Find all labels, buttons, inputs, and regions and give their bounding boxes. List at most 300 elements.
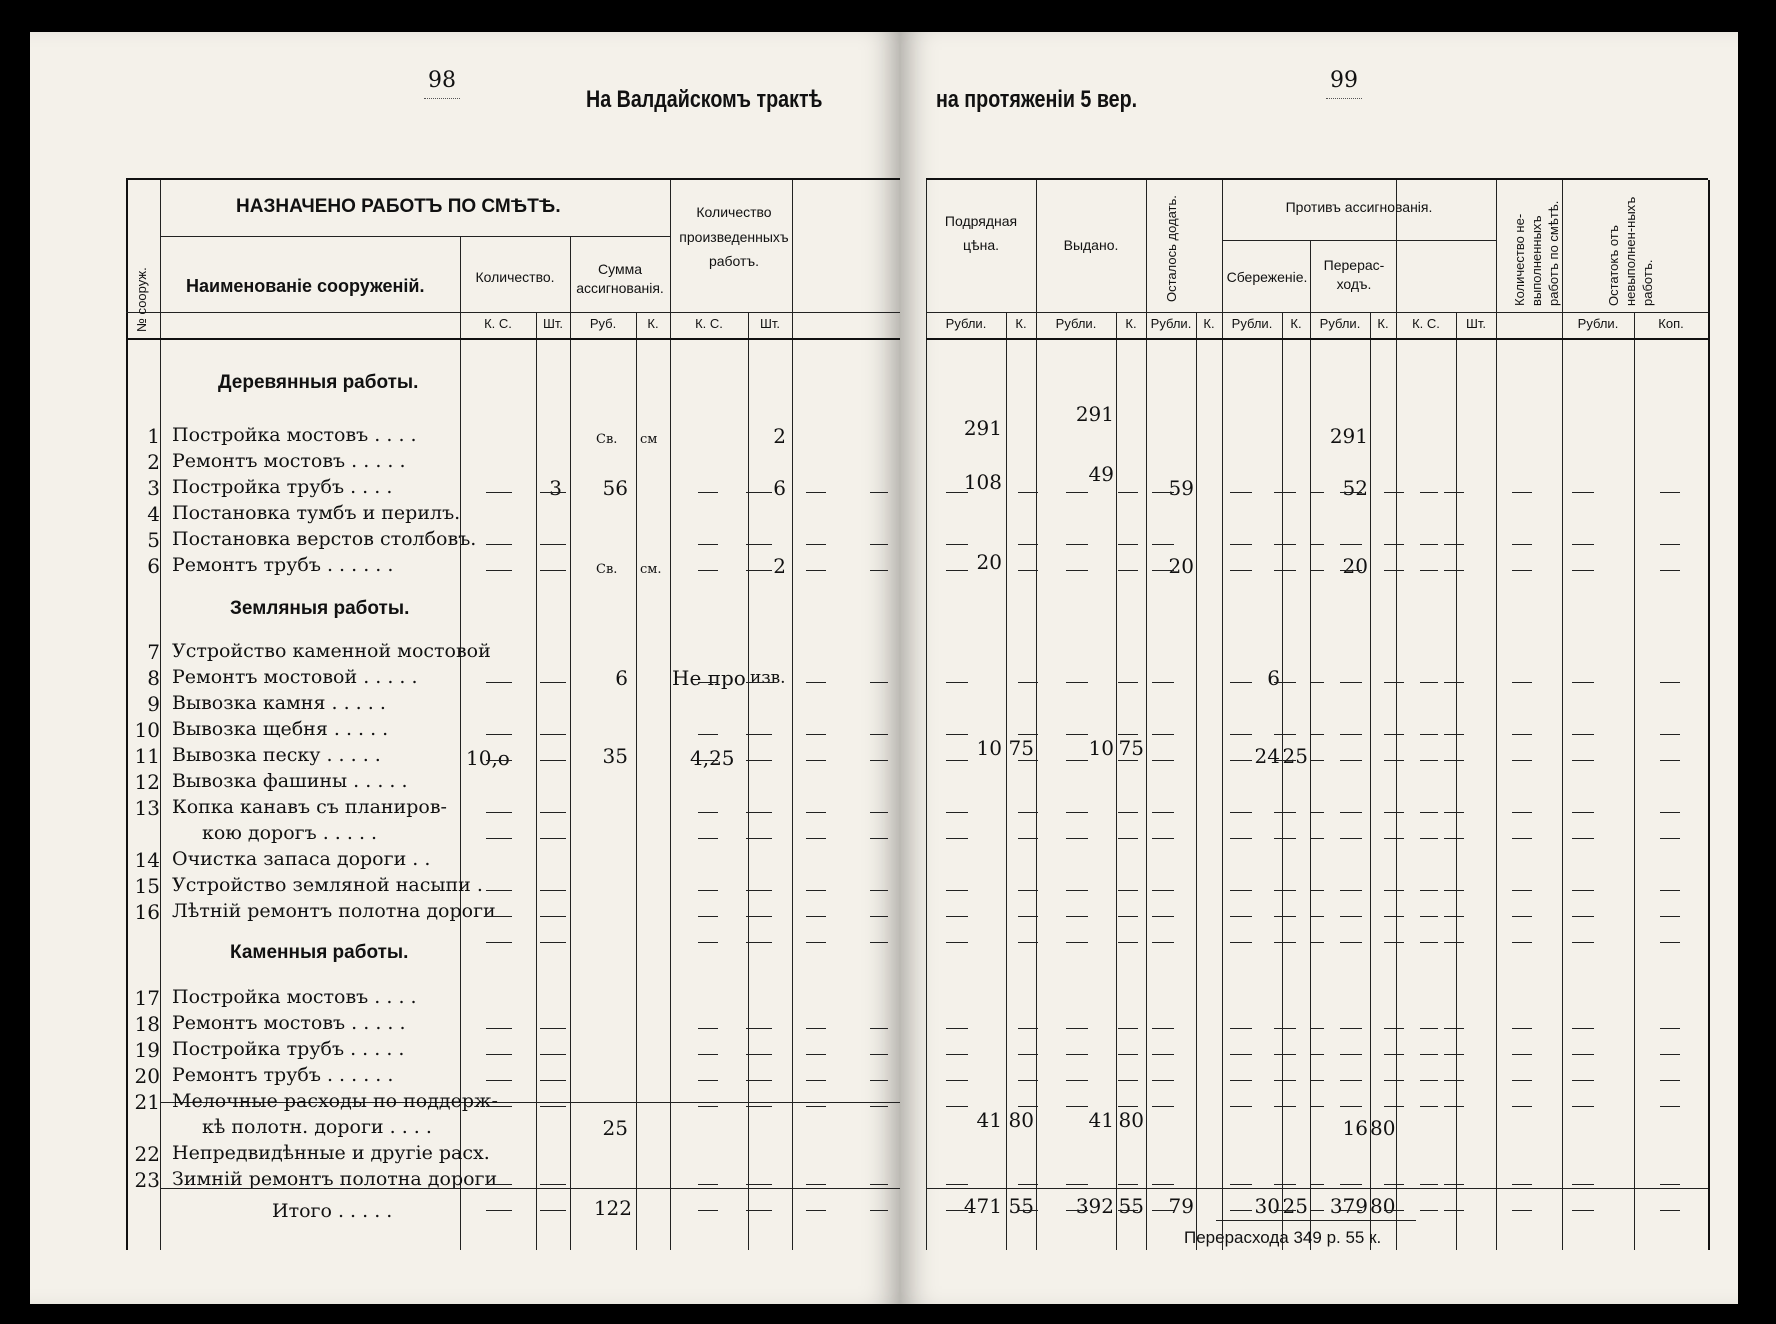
empty-cell-dash (540, 1184, 566, 1185)
empty-cell-dash (1512, 916, 1532, 917)
empty-cell-dash (746, 1210, 772, 1211)
row-name: Ремонтъ трубъ . . . . . . (172, 554, 394, 576)
empty-cell-dash (1230, 492, 1252, 493)
empty-cell-dash (1340, 916, 1362, 917)
empty-cell-dash (1066, 760, 1088, 761)
empty-cell-dash (1118, 1054, 1138, 1055)
cell-value: 25 (1282, 744, 1308, 768)
empty-cell-dash (1384, 760, 1404, 761)
empty-cell-dash (1018, 1106, 1038, 1107)
empty-cell-dash (1066, 1028, 1088, 1029)
row-number: 17 (134, 986, 160, 1010)
row-number: 13 (134, 796, 160, 820)
empty-cell-dash (1444, 1106, 1464, 1107)
empty-cell-dash (1152, 570, 1174, 571)
cell-value: 24 (1254, 744, 1280, 768)
empty-cell-dash (1230, 544, 1252, 545)
cell-value: 2 (773, 554, 786, 578)
empty-cell-dash (806, 544, 826, 545)
empty-cell-dash (1340, 1054, 1362, 1055)
empty-cell-dash (1274, 1210, 1296, 1211)
empty-cell-dash (1660, 1028, 1680, 1029)
page-title-right: на протяженіи 5 вер. (936, 86, 1138, 113)
row-number: 20 (134, 1064, 160, 1088)
row-name: Зимній ремонтъ полотна дороги (172, 1168, 498, 1190)
empty-cell-dash (1018, 1028, 1038, 1029)
empty-cell-dash (1444, 1028, 1464, 1029)
empty-cell-dash (1340, 544, 1362, 545)
empty-cell-dash (1384, 1184, 1404, 1185)
empty-cell-dash (1512, 1184, 1532, 1185)
empty-cell-dash (698, 1028, 718, 1029)
empty-cell-dash (746, 890, 772, 891)
empty-cell-dash (1444, 570, 1464, 571)
empty-cell-dash (1274, 1028, 1296, 1029)
row-number: 1 (147, 424, 160, 448)
empty-cell-dash (1444, 760, 1464, 761)
empty-cell-dash (1444, 492, 1464, 493)
empty-cell-dash (486, 682, 512, 683)
empty-cell-dash (946, 1184, 968, 1185)
empty-cell-dash (806, 682, 826, 683)
row-name: Постройка трубъ . . . . (172, 476, 393, 498)
empty-cell-dash (1018, 1080, 1038, 1081)
empty-cell-dash (1118, 890, 1138, 891)
col-divider (1496, 180, 1497, 1250)
empty-cell-dash (1512, 570, 1532, 571)
empty-cell-dash (1310, 682, 1324, 683)
empty-cell-dash (698, 760, 718, 761)
empty-cell-dash (1512, 544, 1532, 545)
empty-cell-dash (1118, 734, 1138, 735)
empty-cell-dash (540, 942, 566, 943)
cell-value: Св. (596, 432, 618, 447)
empty-cell-dash (870, 734, 888, 735)
empty-cell-dash (540, 1106, 566, 1107)
cell-value: 20 (1342, 554, 1368, 578)
header-col-name: Наименованіе сооруженій. (186, 276, 425, 296)
empty-cell-dash (486, 838, 512, 839)
empty-cell-dash (1660, 760, 1680, 761)
empty-cell-dash (1444, 1210, 1464, 1211)
empty-cell-dash (1660, 734, 1680, 735)
empty-cell-dash (946, 1028, 968, 1029)
col-divider (1310, 240, 1311, 1250)
cell-value: 75 (1118, 736, 1144, 760)
empty-cell-dash (1230, 1028, 1252, 1029)
row-divider (926, 338, 1708, 340)
empty-cell-dash (1310, 890, 1324, 891)
header-main: НАЗНАЧЕНО РАБОТЪ ПО СМѢТѢ. (236, 196, 561, 217)
cell-value: 35 (602, 744, 628, 768)
empty-cell-dash (1118, 682, 1138, 683)
empty-cell-dash (1230, 916, 1252, 917)
empty-cell-dash (870, 1080, 888, 1081)
empty-cell-dash (1340, 570, 1362, 571)
empty-cell-dash (1310, 1054, 1324, 1055)
empty-cell-dash (1512, 1028, 1532, 1029)
empty-cell-dash (746, 682, 772, 683)
empty-cell-dash (1310, 760, 1324, 761)
empty-cell-dash (1310, 492, 1324, 493)
table-border (1708, 180, 1710, 1250)
row-name: Устройство каменной мостовой (172, 640, 491, 662)
empty-cell-dash (486, 942, 512, 943)
empty-cell-dash (870, 890, 888, 891)
empty-cell-dash (1572, 890, 1594, 891)
empty-cell-dash (1420, 1210, 1438, 1211)
empty-cell-dash (486, 890, 512, 891)
empty-cell-dash (1066, 1184, 1088, 1185)
empty-cell-dash (1660, 890, 1680, 891)
row-divider (126, 312, 900, 313)
empty-cell-dash (1420, 812, 1438, 813)
empty-cell-dash (1340, 1028, 1362, 1029)
empty-cell-dash (698, 916, 718, 917)
cell-value: 3 (549, 476, 562, 500)
empty-cell-dash (1310, 916, 1324, 917)
row-number: 8 (147, 666, 160, 690)
cell-value: Не про (672, 666, 746, 690)
row-name: Ремонтъ мостовой . . . . . (172, 666, 418, 688)
empty-cell-dash (1274, 682, 1296, 683)
empty-cell-dash (1384, 890, 1404, 891)
unit-label: К. (647, 316, 659, 331)
empty-cell-dash (1152, 812, 1174, 813)
empty-cell-dash (1444, 544, 1464, 545)
row-number: 11 (134, 744, 160, 768)
empty-cell-dash (698, 682, 718, 683)
empty-cell-dash (870, 544, 888, 545)
cell-value: 59 (1168, 476, 1194, 500)
empty-cell-dash (1274, 1054, 1296, 1055)
empty-cell-dash (1340, 812, 1362, 813)
empty-cell-dash (486, 1080, 512, 1081)
empty-cell-dash (1310, 838, 1324, 839)
empty-cell-dash (1444, 1184, 1464, 1185)
row-name: кою дорогъ . . . . . (202, 822, 378, 844)
empty-cell-dash (1420, 492, 1438, 493)
empty-cell-dash (1018, 1210, 1038, 1211)
empty-cell-dash (1230, 942, 1252, 943)
cell-value: Св. (596, 562, 618, 577)
empty-cell-dash (1152, 682, 1174, 683)
empty-cell-dash (1152, 916, 1174, 917)
empty-cell-dash (1152, 890, 1174, 891)
header-col-undone: Количество не-выполненныхъ работъ по смѣтѣ. (1512, 200, 1561, 306)
cell-value: 471 (963, 1194, 1002, 1218)
empty-cell-dash (1572, 1054, 1594, 1055)
empty-cell-dash (746, 942, 772, 943)
col-divider (160, 180, 161, 1250)
cell-value: 20 (976, 550, 1002, 574)
empty-cell-dash (540, 838, 566, 839)
cell-value: 41 (976, 1108, 1002, 1132)
empty-cell-dash (1660, 1210, 1680, 1211)
empty-cell-dash (1660, 838, 1680, 839)
cell-value: 75 (1008, 736, 1034, 760)
section-title: Деревянныя работы. (218, 372, 419, 393)
cell-value: 55 (1118, 1194, 1144, 1218)
cell-value: 2 (773, 424, 786, 448)
empty-cell-dash (486, 760, 512, 761)
empty-cell-dash (1512, 682, 1532, 683)
header-col-rest: Остатокъ отъ невыполнен-ныхъ работъ. (1606, 196, 1655, 306)
empty-cell-dash (1118, 838, 1138, 839)
empty-cell-dash (1230, 760, 1252, 761)
cell-value: 6 (615, 666, 628, 690)
empty-cell-dash (1152, 760, 1174, 761)
empty-cell-dash (540, 1080, 566, 1081)
empty-cell-dash (946, 1054, 968, 1055)
unit-label: Шт. (1465, 316, 1487, 331)
col-divider (1146, 180, 1147, 1250)
empty-cell-dash (870, 570, 888, 571)
header-col-no: № сооруж. (134, 267, 149, 332)
row-name: Ремонтъ трубъ . . . . . . (172, 1064, 394, 1086)
empty-cell-dash (698, 942, 718, 943)
cell-value: 25 (1282, 1194, 1308, 1218)
cell-value: 291 (1329, 424, 1368, 448)
empty-cell-dash (1018, 942, 1038, 943)
empty-cell-dash (1384, 942, 1404, 943)
empty-cell-dash (1420, 1106, 1438, 1107)
empty-cell-dash (1066, 838, 1088, 839)
empty-cell-dash (1066, 942, 1088, 943)
row-number: 5 (147, 528, 160, 552)
col-divider (926, 180, 927, 1250)
empty-cell-dash (1444, 1080, 1464, 1081)
header-col-over: Перерас-ходъ. (1323, 257, 1385, 292)
row-number: 15 (134, 874, 160, 898)
empty-cell-dash (946, 1080, 968, 1081)
empty-cell-dash (1420, 890, 1438, 891)
empty-cell-dash (698, 838, 718, 839)
empty-cell-dash (540, 916, 566, 917)
col-divider (1456, 312, 1457, 1250)
cell-value: 20 (1168, 554, 1194, 578)
col-divider (636, 312, 637, 1250)
row-name: Лѣтній ремонтъ полотна дороги (172, 900, 496, 922)
empty-cell-dash (1444, 838, 1464, 839)
empty-cell-dash (806, 1080, 826, 1081)
row-divider (160, 236, 670, 237)
empty-cell-dash (698, 1184, 718, 1185)
empty-cell-dash (1384, 1106, 1404, 1107)
empty-cell-dash (946, 544, 968, 545)
empty-cell-dash (746, 838, 772, 839)
empty-cell-dash (1420, 760, 1438, 761)
empty-cell-dash (1572, 1106, 1594, 1107)
col-divider (1370, 312, 1371, 1250)
right-page (900, 32, 1738, 1304)
empty-cell-dash (1066, 1106, 1088, 1107)
empty-cell-dash (1420, 734, 1438, 735)
empty-cell-dash (1420, 570, 1438, 571)
empty-cell-dash (746, 544, 772, 545)
empty-cell-dash (540, 734, 566, 735)
col-divider (536, 312, 537, 1250)
empty-cell-dash (1444, 812, 1464, 813)
empty-cell-dash (1066, 1080, 1088, 1081)
empty-cell-dash (486, 570, 512, 571)
empty-cell-dash (1230, 682, 1252, 683)
cell-value: 6 (773, 476, 786, 500)
empty-cell-dash (870, 682, 888, 683)
cell-value: 25 (602, 1116, 628, 1140)
unit-label: К. С. (1412, 316, 1440, 331)
empty-cell-dash (1018, 838, 1038, 839)
empty-cell-dash (1274, 760, 1296, 761)
empty-cell-dash (806, 942, 826, 943)
empty-cell-dash (1118, 812, 1138, 813)
cell-value: 80 (1370, 1194, 1396, 1218)
cell-value: 80 (1118, 1108, 1144, 1132)
empty-cell-dash (1660, 1184, 1680, 1185)
cell-value: 291 (1075, 402, 1114, 426)
empty-cell-dash (1118, 544, 1138, 545)
empty-cell-dash (1118, 1210, 1138, 1211)
empty-cell-dash (806, 916, 826, 917)
empty-cell-dash (746, 1028, 772, 1029)
row-name: Вывозка фашины . . . . . (172, 770, 408, 792)
header-col-paid: Выдано. (1063, 237, 1119, 253)
row-name: Устройство земляной насыпи . (172, 874, 483, 896)
row-divider (1222, 240, 1496, 241)
empty-cell-dash (1274, 812, 1296, 813)
unit-label: Рубли. (1319, 316, 1361, 331)
row-number: 14 (134, 848, 160, 872)
empty-cell-dash (1118, 570, 1138, 571)
cell-value: 392 (1075, 1194, 1114, 1218)
empty-cell-dash (1274, 1106, 1296, 1107)
empty-cell-dash (1572, 734, 1594, 735)
empty-cell-dash (1384, 682, 1404, 683)
empty-cell-dash (1340, 890, 1362, 891)
empty-cell-dash (1018, 1184, 1038, 1185)
row-name: Ремонтъ мостовъ . . . . . (172, 450, 406, 472)
empty-cell-dash (1340, 1210, 1362, 1211)
section-title: Каменныя работы. (230, 942, 409, 963)
empty-cell-dash (698, 1210, 718, 1211)
unit-label: Рубли. (1150, 316, 1192, 331)
header-col-save: Сбереженіе. (1226, 269, 1308, 285)
empty-cell-dash (1660, 492, 1680, 493)
empty-cell-dash (1340, 1184, 1362, 1185)
empty-cell-dash (806, 570, 826, 571)
empty-cell-dash (1310, 1080, 1324, 1081)
cell-value: 108 (963, 470, 1002, 494)
row-number: 2 (147, 450, 160, 474)
empty-cell-dash (746, 760, 772, 761)
empty-cell-dash (1420, 1054, 1438, 1055)
empty-cell-dash (870, 492, 888, 493)
empty-cell-dash (1340, 492, 1362, 493)
cell-value: 291 (963, 416, 1002, 440)
empty-cell-dash (1018, 890, 1038, 891)
empty-cell-dash (1066, 734, 1088, 735)
cell-value: 379 (1329, 1194, 1368, 1218)
empty-cell-dash (1572, 492, 1594, 493)
row-number: 16 (134, 900, 160, 924)
empty-cell-dash (1152, 1184, 1174, 1185)
empty-cell-dash (946, 734, 968, 735)
empty-cell-dash (1152, 1028, 1174, 1029)
unit-label: Рубли. (1577, 316, 1619, 331)
row-number: 23 (134, 1168, 160, 1192)
col-divider (1634, 312, 1635, 1250)
empty-cell-dash (1384, 1210, 1404, 1211)
row-number: 21 (134, 1090, 160, 1114)
empty-cell-dash (1230, 734, 1252, 735)
empty-cell-dash (1420, 682, 1438, 683)
empty-cell-dash (1018, 682, 1038, 683)
empty-cell-dash (1066, 812, 1088, 813)
col-divider (570, 236, 571, 1250)
empty-cell-dash (1444, 734, 1464, 735)
row-name: Мелочные расходы по поддерж- (172, 1090, 498, 1112)
cell-value: 41 (1088, 1108, 1114, 1132)
empty-cell-dash (746, 492, 772, 493)
empty-cell-dash (946, 760, 968, 761)
empty-cell-dash (1066, 544, 1088, 545)
empty-cell-dash (1274, 838, 1296, 839)
empty-cell-dash (1274, 942, 1296, 943)
empty-cell-dash (1274, 570, 1296, 571)
header-col-qty: Количество. (475, 269, 555, 285)
empty-cell-dash (946, 1210, 968, 1211)
empty-cell-dash (1230, 570, 1252, 571)
unit-label: Рубли. (1231, 316, 1273, 331)
empty-cell-dash (1066, 570, 1088, 571)
empty-cell-dash (1018, 544, 1038, 545)
empty-cell-dash (1572, 760, 1594, 761)
empty-cell-dash (870, 760, 888, 761)
row-number: 3 (147, 476, 160, 500)
empty-cell-dash (1660, 1054, 1680, 1055)
row-name: Постановка тумбъ и перилъ. (172, 502, 461, 524)
section-title: Земляныя работы. (230, 598, 410, 619)
header-col-done: Количество произведенныхъ работъ. (679, 204, 789, 269)
empty-cell-dash (1018, 1054, 1038, 1055)
empty-cell-dash (1512, 890, 1532, 891)
unit-label: К. С. (484, 316, 512, 331)
empty-cell-dash (1274, 890, 1296, 891)
empty-cell-dash (1572, 682, 1594, 683)
empty-cell-dash (746, 1054, 772, 1055)
cell-value: изв. (750, 668, 786, 688)
empty-cell-dash (1660, 544, 1680, 545)
empty-cell-dash (1572, 1184, 1594, 1185)
empty-cell-dash (1274, 492, 1296, 493)
row-number: 9 (147, 692, 160, 716)
empty-cell-dash (946, 492, 968, 493)
empty-cell-dash (1230, 1210, 1252, 1211)
empty-cell-dash (1384, 1080, 1404, 1081)
cell-value: 10 (1088, 736, 1114, 760)
right-table (926, 178, 1708, 1250)
empty-cell-dash (698, 1080, 718, 1081)
empty-cell-dash (1310, 812, 1324, 813)
empty-cell-dash (540, 812, 566, 813)
empty-cell-dash (1152, 942, 1174, 943)
empty-cell-dash (1572, 812, 1594, 813)
unit-label: К. (1015, 316, 1027, 331)
left-page (30, 32, 900, 1304)
empty-cell-dash (746, 570, 772, 571)
empty-cell-dash (1118, 1106, 1138, 1107)
empty-cell-dash (1118, 916, 1138, 917)
